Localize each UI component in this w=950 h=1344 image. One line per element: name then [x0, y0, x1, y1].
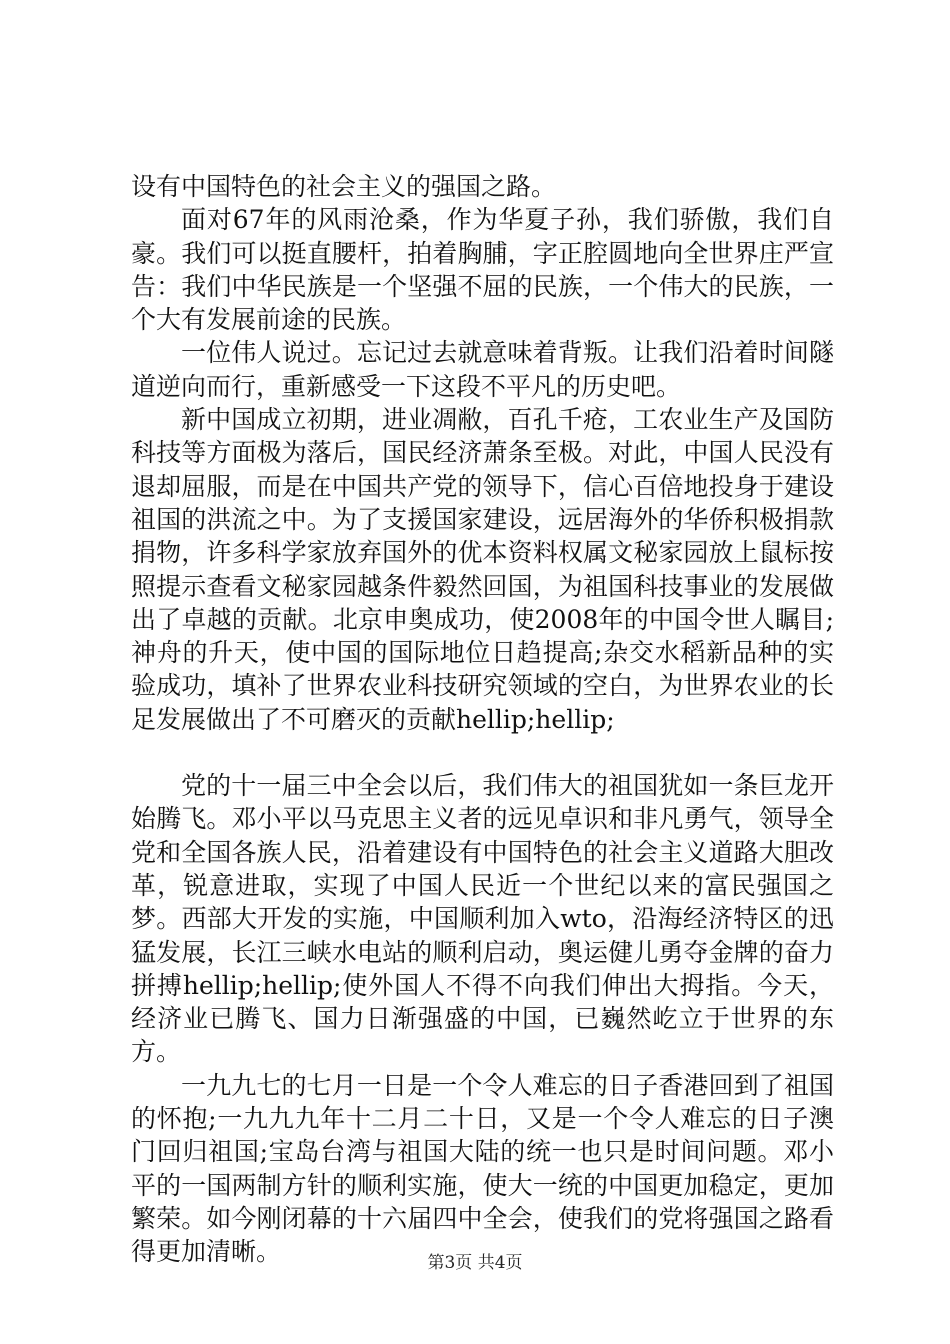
paragraph-third-plenum: 党的十一届三中全会以后，我们伟大的祖国犹如一条巨龙开始腾飞。邓小平以马克思主义者的远见卓识和非凡勇气，领导全党和全国各族人民，沿着建设有中国特色的社会主义道路大胆改革，锐意进取，实现了中国人民近一个世纪以来的富民强国之梦。西部大开发的实施，中国顺利加入wto，沿海经济特区的迅猛发展，长江三峡水电站的顺利启动，奥运健儿勇夺金牌的奋力拼搏hellip;hellip;使外国人不得不向我们伸出大拇指。今天，经济业已腾飞、国力日渐强盛的中国，已巍然屹立于世界的东方。 [131, 771, 834, 1067]
paragraph-67-years: 面对67年的风雨沧桑，作为华夏子孙，我们骄傲，我们自豪。我们可以挺直腰杆，拍着胸脯，字正腔圆地向全世界庄严宣告：我们中华民族是一个坚强不屈的民族，一个伟大的民族，一个大有发展前途的民族。 [131, 205, 834, 335]
paragraph-new-china-founding: 新中国成立初期，进业凋敝，百孔千疮，工农业生产及国防科技等方面极为落后，国民经济萧条至极。对此，中国人民没有退却屈服，而是在中国共产党的领导下，信心百倍地投身于建设祖国的洪流之中。为了支援国家建设，远居海外的华侨积极捐款捐物，许多科学家放弃国外的优本资料权属文秘家园放上鼠标按照提示查看文秘家园越条件毅然回国，为祖国科技事业的发展做出了卓越的贡献。北京申奥成功，使2008年的中国令世人瞩目;神舟的升天，使中国的国际地位日趋提高;杂交水稻新品种的实验成功，填补了世界农业科技研究领域的空白，为世界农业的长足发展做出了不可磨灭的贡献hellip;hellip; [131, 405, 834, 734]
document-body [131, 170, 834, 1269]
paragraph-continuation: 设有中国特色的社会主义的强国之路。 [131, 172, 557, 201]
page-footer: 第3页 共4页 [427, 1253, 523, 1273]
paragraph-great-man-quote: 一位伟人说过。忘记过去就意味着背叛。让我们沿着时间隧道逆向而行，重新感受一下这段不平凡的历史吧。 [131, 338, 834, 401]
paragraph-hong-kong-macau: 一九九七的七月一日是一个令人难忘的日子香港回到了祖国的怀抱;一九九九年十二月二十日，又是一个令人难忘的日子澳门回归祖国;宝岛台湾与祖国大陆的统一也只是时间问题。邓小平的一国两制方针的顺利实施，使大一统的中国更加稳定，更加繁荣。如今刚闭幕的十六届四中全会，使我们的党将强国之路看得更加清晰。 [131, 1070, 834, 1267]
